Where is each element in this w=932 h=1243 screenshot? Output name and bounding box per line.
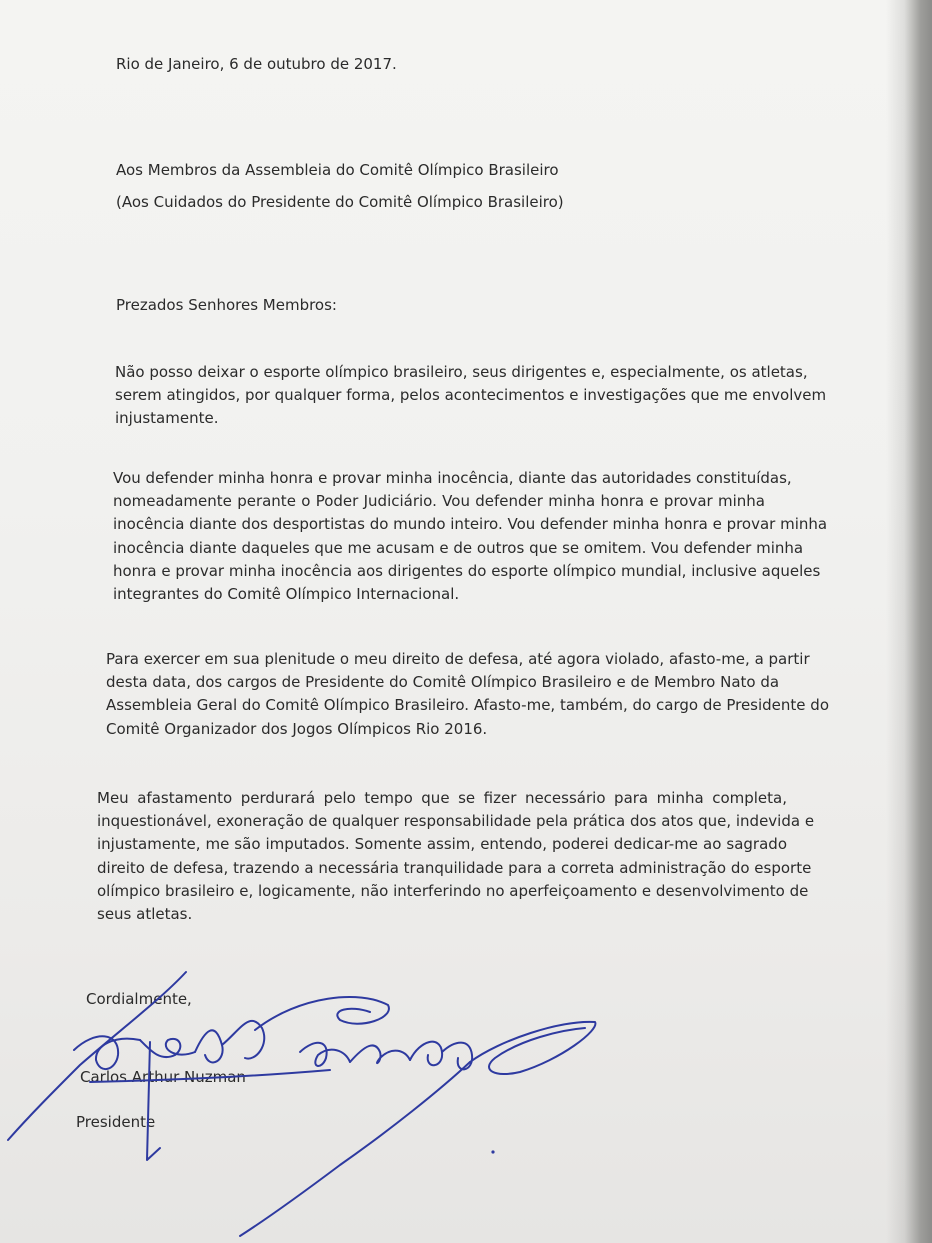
recipient-line-1: Aos Membros da Assembleia do Comitê Olímpico Brasileiro: [116, 161, 559, 179]
paragraph-line: inocência diante dos desportistas do mundo inteiro. Vou defender minha honra e provar minha: [113, 515, 828, 534]
paragraph-line: Vou defender minha honra e provar minha inocência, diante das autoridades constituídas,: [113, 469, 792, 487]
paragraph-line: Assembleia Geral do Comitê Olímpico Brasileiro. Afasto-me, também, do cargo de Presidente do: [106, 696, 829, 715]
paragraph-4: [97, 787, 815, 926]
paragraph-1: [115, 361, 827, 431]
paragraph-line: serem atingidos, por qualquer forma, pelos acontecimentos e investigações que me envolvem: [115, 386, 827, 405]
paper-edge-shadow: [886, 0, 932, 1243]
paragraph-line: desta data, dos cargos de Presidente do Comitê Olímpico Brasileiro e de Membro Nato da: [106, 673, 780, 692]
salutation: Prezados Senhores Membros:: [116, 296, 337, 314]
paragraph-line: direito de defesa, trazendo a necessária tranquilidade para a correta administração do esporte: [97, 858, 812, 877]
paragraph-line: Comitê Organizador dos Jogos Olímpicos Rio 2016.: [106, 719, 488, 738]
paragraph-2: [113, 467, 828, 606]
paragraph-line: honra e provar minha inocência aos dirigentes do esporte olímpico mundial, inclusive aqueles: [113, 561, 821, 580]
paragraph-line: injustamente, me são imputados. Somente assim, entendo, poderei dedicar-me ao sagrado: [97, 835, 787, 854]
paragraph-line: inocência diante daqueles que me acusam e de outros que se omitem. Vou defender minha: [113, 538, 804, 557]
paragraph-line: injustamente.: [115, 409, 219, 428]
closing: Cordialmente,: [86, 990, 192, 1008]
paragraph-line: Não posso deixar o esporte olímpico brasileiro, seus dirigentes e, especialmente, os atletas,: [115, 363, 808, 381]
ink-dot: [491, 1150, 494, 1153]
paragraph-line: integrantes do Comitê Olímpico Internacional.: [113, 585, 460, 604]
signer-title: Presidente: [76, 1113, 156, 1131]
paragraph-line: nomeadamente perante o Poder Judiciário. Vou defender minha honra e provar minha: [113, 492, 765, 511]
signer-name: Carlos Arthur Nuzman: [80, 1068, 246, 1086]
date-line: Rio de Janeiro, 6 de outubro de 2017.: [116, 55, 397, 73]
paragraph-3: [106, 648, 829, 741]
paragraph-line: Para exercer em sua plenitude o meu direito de defesa, até agora violado, afasto-me, a partir: [106, 650, 810, 668]
paragraph-line: seus atletas.: [97, 905, 193, 924]
paragraph-line: olímpico brasileiro e, logicamente, não interferindo no aperfeiçoamento e desenvolvimento de: [97, 881, 809, 900]
recipient-line-2: (Aos Cuidados do Presidente do Comitê Olímpico Brasileiro): [116, 193, 564, 211]
paragraph-line: Meu afastamento perdurará pelo tempo que se fizer necessário para minha completa,: [97, 789, 787, 807]
paragraph-line: inquestionável, exoneração de qualquer responsabilidade pela prática dos atos que, indevida e: [97, 812, 815, 831]
